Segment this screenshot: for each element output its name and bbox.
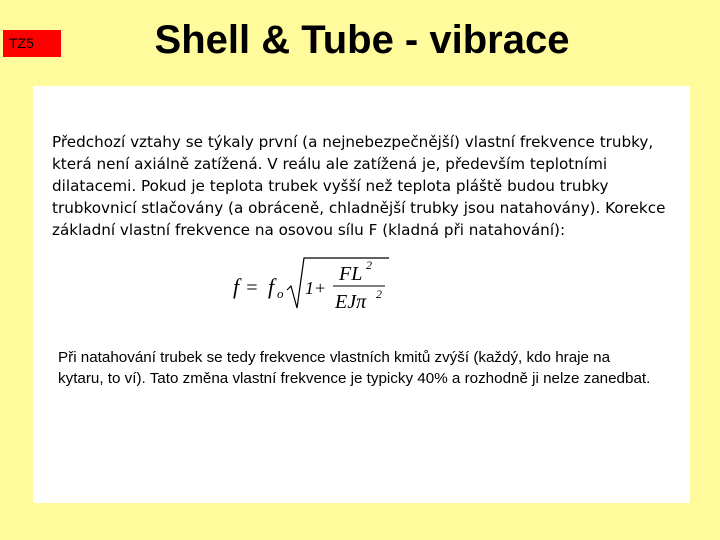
conclusion-paragraph: Při natahování trubek se tedy frekvence vlastních kmitů zvýší (každý, kdo hraje na kytaru, to ví). Tato změna vlastní frekvence je typicky 40% a rozhodně ji nelze zanedbat. (58, 349, 651, 387)
formula-numerator-exponent: 2 (366, 258, 372, 272)
intro-paragraph: Předchozí vztahy se týkaly první (a nejnebezpečnější) vlastní frekvence trubky, která není axiálně zatížená. V reálu ale zatížená je, především teplotními dilatacemi. Pokud je teplota trubek vyšší než teplota pláště budou trubky trubkovnicí stlačovány (a obráceně, chladnější trubky jsou natahovány). Korekce základní vlastní frekvence na osovou sílu F (kladná při natahování): (52, 133, 666, 239)
formula-subscript-o: o (277, 286, 284, 301)
content-panel (33, 86, 690, 503)
formula-numerator: FL (339, 263, 363, 285)
slide-title: Shell & Tube - vibrace (154, 18, 570, 62)
formula-f: f (233, 274, 240, 299)
slide-number-badge: TZ5 (3, 30, 61, 57)
formula-f0: f (268, 274, 275, 299)
frequency-correction-formula (231, 256, 396, 314)
formula-denominator: EJπ (335, 291, 367, 313)
formula-denominator-exponent: 2 (376, 287, 382, 301)
formula-equals: = (245, 277, 259, 299)
formula-one-plus: 1+ (305, 278, 327, 298)
